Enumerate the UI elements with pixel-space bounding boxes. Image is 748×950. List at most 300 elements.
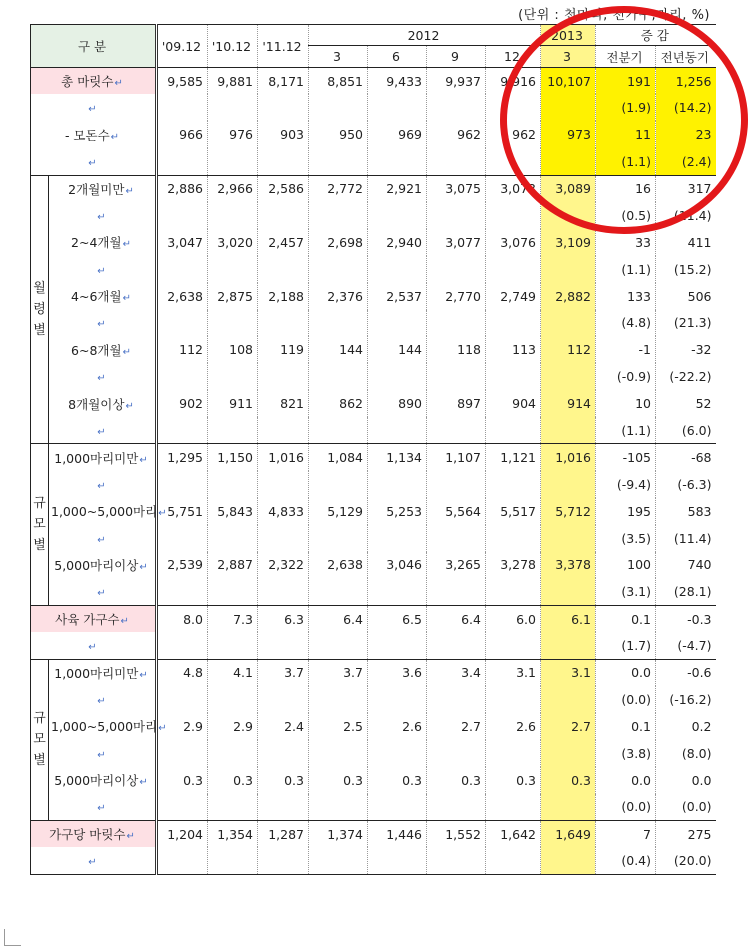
table-cell: 2.7 <box>541 713 596 740</box>
table-row <box>31 820 716 847</box>
table-cell: 9,585 <box>157 68 208 95</box>
table-cell <box>427 632 486 659</box>
table-cell: 33 <box>596 229 656 256</box>
table-cell: 3,047 <box>157 229 208 256</box>
table-cell: 1,134 <box>368 444 427 471</box>
table-cell: 1,354 <box>208 820 258 847</box>
table-cell: 8,851 <box>309 68 368 95</box>
table-row <box>31 229 716 256</box>
table-cell <box>427 94 486 121</box>
return-mark-icon: ↵ <box>97 319 106 331</box>
table-cell: 904 <box>486 390 541 417</box>
pig-statistics-table-frame <box>30 24 715 930</box>
table-cell: (1.7) <box>596 632 656 659</box>
table-cell: 2.7 <box>427 713 486 740</box>
table-cell: 3.1 <box>486 659 541 686</box>
table-cell: 9,916 <box>486 68 541 95</box>
table-cell: (0.0) <box>596 794 656 821</box>
table-cell: 112 <box>541 336 596 363</box>
table-row <box>31 444 716 471</box>
table-cell <box>486 94 541 121</box>
table-cell: 2,882 <box>541 283 596 310</box>
table-cell: (28.1) <box>656 578 716 605</box>
table-cell <box>157 686 208 713</box>
table-cell <box>541 686 596 713</box>
row-label <box>49 740 157 767</box>
table-cell <box>208 148 258 175</box>
table-cell: 411 <box>656 229 716 256</box>
table-cell <box>368 578 427 605</box>
table-cell: (-16.2) <box>656 686 716 713</box>
table-cell <box>368 847 427 874</box>
table-cell <box>368 525 427 552</box>
table-cell: 144 <box>309 336 368 363</box>
table-cell <box>427 310 486 337</box>
row-label-text: 8개월이상 <box>68 396 125 412</box>
row-label <box>49 794 157 821</box>
table-cell: 3,020 <box>208 229 258 256</box>
row-label <box>31 148 157 175</box>
table-cell: 890 <box>368 390 427 417</box>
table-cell <box>427 202 486 229</box>
table-cell <box>368 363 427 390</box>
table-row <box>31 578 716 605</box>
table-cell <box>541 363 596 390</box>
row-label <box>49 578 157 605</box>
table-cell: 903 <box>258 121 309 148</box>
row-label-text: 5,000마리이상 <box>54 773 139 789</box>
table-cell: 2,966 <box>208 175 258 202</box>
table-cell: 11 <box>596 121 656 148</box>
table-cell: (3.5) <box>596 525 656 552</box>
row-label <box>31 68 157 95</box>
table-cell <box>258 256 309 283</box>
table-cell: 3,089 <box>541 175 596 202</box>
table-cell <box>258 847 309 874</box>
table-cell <box>368 471 427 498</box>
table-cell <box>541 794 596 821</box>
table-cell <box>157 202 208 229</box>
table-cell: (3.8) <box>596 740 656 767</box>
table-cell: 0.1 <box>596 713 656 740</box>
table-cell: 0.2 <box>656 713 716 740</box>
table-cell <box>157 578 208 605</box>
return-mark-icon: ↵ <box>88 857 97 869</box>
table-cell <box>208 310 258 337</box>
row-label <box>49 202 157 229</box>
table-cell: 1,016 <box>541 444 596 471</box>
row-label <box>49 417 157 444</box>
table-cell <box>208 202 258 229</box>
header-year-2009: '09.12 <box>157 25 208 68</box>
pig-statistics-table <box>30 24 716 875</box>
table-cell: 52 <box>656 390 716 417</box>
row-label <box>49 256 157 283</box>
table-cell: 2,875 <box>208 283 258 310</box>
row-label <box>49 686 157 713</box>
return-mark-icon: ↵ <box>158 723 167 735</box>
table-cell: (0.5) <box>596 202 656 229</box>
row-label <box>49 229 157 256</box>
table-cell: 966 <box>157 121 208 148</box>
group-age: 월 령 별 <box>31 175 49 444</box>
return-mark-icon: ↵ <box>88 157 97 169</box>
table-cell: 3.4 <box>427 659 486 686</box>
table-cell: 3,378 <box>541 552 596 579</box>
table-row <box>31 390 716 417</box>
row-label <box>49 363 157 390</box>
table-cell: 5,517 <box>486 498 541 525</box>
table-cell <box>309 202 368 229</box>
table-cell <box>157 148 208 175</box>
row-label <box>31 94 157 121</box>
row-label <box>31 632 157 659</box>
table-cell <box>427 417 486 444</box>
table-cell <box>368 148 427 175</box>
table-row <box>31 471 716 498</box>
table-cell: -1 <box>596 336 656 363</box>
table-cell: -105 <box>596 444 656 471</box>
table-cell <box>258 202 309 229</box>
table-cell <box>541 525 596 552</box>
table-cell: 1,256 <box>656 68 716 95</box>
table-cell <box>208 847 258 874</box>
table-cell: 0.0 <box>656 767 716 794</box>
table-cell <box>486 525 541 552</box>
table-cell <box>208 525 258 552</box>
return-mark-icon: ↵ <box>139 669 148 681</box>
table-cell <box>157 847 208 874</box>
header-2013-m3: 3 <box>541 46 596 68</box>
header-2012-m3: 3 <box>309 46 368 68</box>
table-cell <box>486 363 541 390</box>
table-cell <box>208 94 258 121</box>
return-mark-icon: ↵ <box>122 293 131 305</box>
table-cell: 9,433 <box>368 68 427 95</box>
table-cell <box>157 363 208 390</box>
row-label <box>49 390 157 417</box>
table-cell: 5,129 <box>309 498 368 525</box>
table-cell <box>486 740 541 767</box>
table-cell: 962 <box>427 121 486 148</box>
table-cell <box>258 578 309 605</box>
table-cell <box>368 740 427 767</box>
table-cell: 118 <box>427 336 486 363</box>
table-cell <box>541 740 596 767</box>
header-2012-m12: 12 <box>486 46 541 68</box>
table-cell: 1,204 <box>157 820 208 847</box>
table-cell <box>208 578 258 605</box>
table-cell <box>486 202 541 229</box>
table-cell: 7 <box>596 820 656 847</box>
table-cell: 911 <box>208 390 258 417</box>
table-cell: 1,446 <box>368 820 427 847</box>
row-label-text: 6~8개월 <box>71 342 122 358</box>
table-cell <box>309 94 368 121</box>
table-cell <box>486 417 541 444</box>
row-label <box>49 444 157 471</box>
table-cell: (0.4) <box>596 847 656 874</box>
table-cell: 583 <box>656 498 716 525</box>
return-mark-icon: ↵ <box>122 346 131 358</box>
table-cell <box>368 417 427 444</box>
header-change: 증 감 <box>596 25 716 46</box>
table-cell: 2.9 <box>208 713 258 740</box>
return-mark-icon: ↵ <box>97 803 106 815</box>
table-cell: 506 <box>656 283 716 310</box>
table-cell <box>157 310 208 337</box>
table-cell: (14.2) <box>656 94 716 121</box>
return-mark-icon: ↵ <box>120 616 129 627</box>
row-label <box>49 310 157 337</box>
table-cell: (1.1) <box>596 148 656 175</box>
table-cell <box>427 363 486 390</box>
table-cell <box>486 256 541 283</box>
table-cell: 8,171 <box>258 68 309 95</box>
table-cell: 2,770 <box>427 283 486 310</box>
table-cell: 2.6 <box>368 713 427 740</box>
table-cell: (1.9) <box>596 94 656 121</box>
table-cell <box>541 471 596 498</box>
table-cell <box>309 310 368 337</box>
table-cell: 0.3 <box>427 767 486 794</box>
table-cell: 821 <box>258 390 309 417</box>
table-row <box>31 525 716 552</box>
table-cell: (-9.4) <box>596 471 656 498</box>
table-cell <box>258 794 309 821</box>
table-cell: 2.5 <box>309 713 368 740</box>
table-cell: 0.3 <box>541 767 596 794</box>
row-label-text: 사육 가구수 <box>55 612 120 627</box>
row-label <box>31 121 157 148</box>
table-cell: 2,749 <box>486 283 541 310</box>
return-mark-icon: ↵ <box>88 641 97 653</box>
table-cell: 0.1 <box>596 605 656 632</box>
table-cell <box>157 256 208 283</box>
table-cell: 5,253 <box>368 498 427 525</box>
table-cell <box>208 794 258 821</box>
table-cell <box>427 148 486 175</box>
table-row <box>31 310 716 337</box>
table-cell <box>309 686 368 713</box>
table-cell: 133 <box>596 283 656 310</box>
header-change-year: 전년동기 <box>656 46 716 68</box>
table-cell: (-6.3) <box>656 471 716 498</box>
table-cell <box>208 740 258 767</box>
return-mark-icon: ↵ <box>122 239 131 251</box>
table-cell <box>427 578 486 605</box>
table-cell: (1.1) <box>596 417 656 444</box>
table-row <box>31 256 716 283</box>
group-size-households: 규 모 별 <box>31 659 49 820</box>
table-cell <box>309 417 368 444</box>
table-cell <box>157 525 208 552</box>
table-cell: -68 <box>656 444 716 471</box>
table-cell: 5,751 <box>157 498 208 525</box>
table-cell: 862 <box>309 390 368 417</box>
table-cell: 3,075 <box>427 175 486 202</box>
table-cell: 2,539 <box>157 552 208 579</box>
table-cell <box>541 578 596 605</box>
return-mark-icon: ↵ <box>125 400 134 412</box>
table-cell: 9,881 <box>208 68 258 95</box>
table-cell: 7.3 <box>208 605 258 632</box>
return-mark-icon: ↵ <box>126 831 135 843</box>
table-cell: 973 <box>541 121 596 148</box>
return-mark-icon: ↵ <box>139 561 148 573</box>
table-row <box>31 632 716 659</box>
table-cell: 1,552 <box>427 820 486 847</box>
table-cell: 2,188 <box>258 283 309 310</box>
table-cell: (0.0) <box>596 686 656 713</box>
row-label <box>49 471 157 498</box>
table-cell <box>368 686 427 713</box>
table-cell: 4,833 <box>258 498 309 525</box>
table-cell: 4.8 <box>157 659 208 686</box>
table-cell <box>208 417 258 444</box>
table-cell: (0.0) <box>656 794 716 821</box>
table-cell <box>427 256 486 283</box>
table-cell <box>486 310 541 337</box>
table-cell: 1,016 <box>258 444 309 471</box>
table-cell <box>309 847 368 874</box>
table-cell <box>309 794 368 821</box>
row-label-text: 1,000마리미만 <box>54 665 139 681</box>
table-cell <box>427 794 486 821</box>
table-cell: 0.3 <box>486 767 541 794</box>
row-label-text: 1,000~5,000마리 <box>51 719 158 735</box>
table-cell: 914 <box>541 390 596 417</box>
row-label-text: - 모돈수 <box>64 127 110 143</box>
table-cell: 2,921 <box>368 175 427 202</box>
table-cell <box>258 94 309 121</box>
table-cell <box>541 417 596 444</box>
table-row <box>31 498 716 525</box>
header-category: 구 분 <box>31 25 157 68</box>
table-cell: 0.0 <box>596 659 656 686</box>
table-row <box>31 363 716 390</box>
table-cell <box>541 847 596 874</box>
return-mark-icon: ↵ <box>125 185 134 197</box>
table-cell: 191 <box>596 68 656 95</box>
table-row <box>31 68 716 95</box>
table-cell <box>208 363 258 390</box>
table-cell <box>309 363 368 390</box>
table-cell <box>486 847 541 874</box>
table-cell: 8.0 <box>157 605 208 632</box>
return-mark-icon: ↵ <box>114 78 123 90</box>
row-label <box>49 525 157 552</box>
table-cell: 976 <box>208 121 258 148</box>
table-cell: (15.2) <box>656 256 716 283</box>
table-cell: 3.6 <box>368 659 427 686</box>
row-label <box>49 283 157 310</box>
table-cell <box>309 578 368 605</box>
row-label <box>31 847 157 874</box>
table-cell: 3,073 <box>486 175 541 202</box>
table-cell: (2.4) <box>656 148 716 175</box>
table-cell: (11.4) <box>656 202 716 229</box>
table-cell: 6.4 <box>309 605 368 632</box>
table-cell <box>368 256 427 283</box>
table-row <box>31 148 716 175</box>
table-cell: 2,457 <box>258 229 309 256</box>
table-cell <box>258 686 309 713</box>
table-row <box>31 283 716 310</box>
table-cell: 2,638 <box>157 283 208 310</box>
table-cell <box>427 847 486 874</box>
table-cell <box>486 632 541 659</box>
table-cell: 100 <box>596 552 656 579</box>
table-cell: 6.3 <box>258 605 309 632</box>
table-cell: -32 <box>656 336 716 363</box>
table-row <box>31 175 716 202</box>
header-2012-m6: 6 <box>368 46 427 68</box>
table-cell: 3,077 <box>427 229 486 256</box>
table-cell: 119 <box>258 336 309 363</box>
row-label <box>31 605 157 632</box>
table-cell <box>208 471 258 498</box>
table-row <box>31 202 716 229</box>
table-cell: 3,076 <box>486 229 541 256</box>
table-row <box>31 336 716 363</box>
table-row <box>31 94 716 121</box>
row-label <box>49 767 157 794</box>
row-label <box>49 498 167 525</box>
table-cell: 2.9 <box>157 713 208 740</box>
return-mark-icon: ↵ <box>97 211 106 223</box>
table-cell: (4.8) <box>596 310 656 337</box>
table-cell: 9,937 <box>427 68 486 95</box>
row-label-text: 1,000~5,000마리 <box>51 504 158 520</box>
table-cell: 0.3 <box>157 767 208 794</box>
row-label-text: 4~6개월 <box>71 289 122 305</box>
row-label <box>49 552 157 579</box>
table-cell: 23 <box>656 121 716 148</box>
table-cell: 2,698 <box>309 229 368 256</box>
table-cell: 2,322 <box>258 552 309 579</box>
table-cell: 195 <box>596 498 656 525</box>
table-cell <box>368 632 427 659</box>
row-label <box>49 659 157 686</box>
table-cell <box>157 740 208 767</box>
table-cell <box>486 148 541 175</box>
table-cell: (-4.7) <box>656 632 716 659</box>
table-cell: -0.6 <box>656 659 716 686</box>
row-label-text: 총 마릿수 <box>61 74 114 90</box>
table-cell: 10 <box>596 390 656 417</box>
table-cell <box>309 632 368 659</box>
table-cell <box>541 94 596 121</box>
table-cell <box>258 148 309 175</box>
table-cell: 0.3 <box>309 767 368 794</box>
table-cell: (3.1) <box>596 578 656 605</box>
table-cell: (21.3) <box>656 310 716 337</box>
return-mark-icon: ↵ <box>97 480 106 492</box>
row-label-text: 1,000마리미만 <box>54 450 139 466</box>
return-mark-icon: ↵ <box>97 426 106 438</box>
return-mark-icon: ↵ <box>97 265 106 277</box>
header-2013: 2013 <box>541 25 596 46</box>
table-cell <box>368 94 427 121</box>
table-cell: 6.5 <box>368 605 427 632</box>
row-label-text: 2~4개월 <box>71 235 122 251</box>
table-cell: 0.0 <box>596 767 656 794</box>
table-cell: 4.1 <box>208 659 258 686</box>
row-label <box>49 713 167 740</box>
page-corner-mark <box>4 929 21 946</box>
table-cell <box>208 632 258 659</box>
